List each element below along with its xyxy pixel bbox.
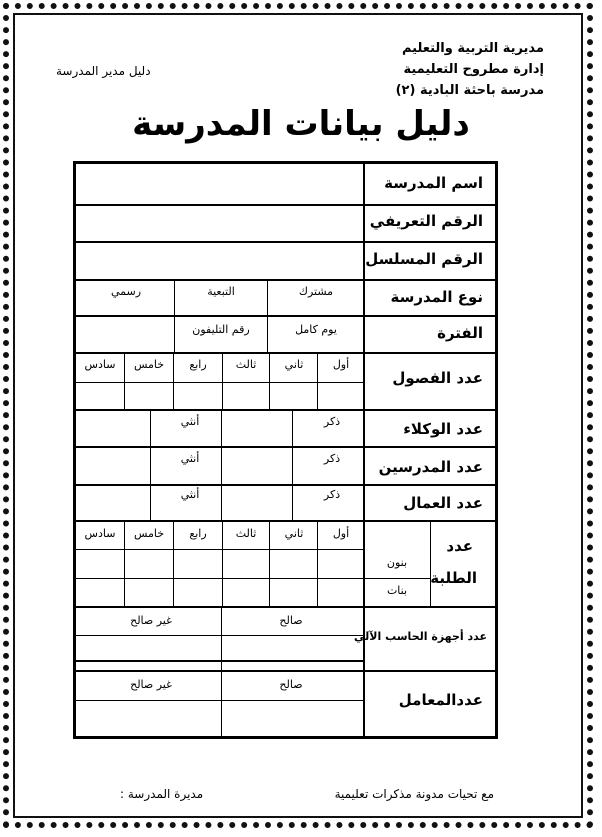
students-boys: بنون — [386, 556, 408, 569]
period-phone-number: رقم التليفون — [192, 323, 250, 336]
teachers-male: ذكر — [323, 452, 341, 465]
student-grade-4: رابع — [189, 527, 207, 540]
computers-good: صالح — [279, 614, 303, 627]
labs-good: صالح — [279, 678, 303, 691]
student-grade-3: ثالث — [235, 527, 257, 540]
footer-principal: مديرة المدرسة : — [120, 787, 204, 801]
labs-bad: غير صالح — [130, 678, 172, 691]
period-full-day: يوم كامل — [295, 323, 337, 336]
type-shared: مشترك — [298, 285, 334, 298]
class-grade-1: أول — [332, 358, 350, 371]
page-title: دليل بيانات المدرسة — [132, 104, 470, 144]
class-grade-4: رابع — [189, 358, 207, 371]
type-official: رسمي — [110, 285, 142, 298]
label-school-name: اسم المدرسة — [384, 174, 483, 192]
label-students-count-1: عدد — [446, 537, 473, 555]
label-deputies-count: عدد الوكلاء — [403, 420, 483, 438]
footer-credit: مع تحيات مدونة مذكرات تعليمية — [334, 787, 494, 801]
label-labs-count: عددالمعامل — [398, 691, 483, 709]
student-grade-1: أول — [332, 527, 350, 540]
workers-female: أنثي — [180, 488, 200, 501]
student-grade-6: سادس — [84, 527, 116, 540]
workers-male: ذكر — [323, 488, 341, 501]
class-grade-5: خامس — [133, 358, 165, 371]
label-id-number: الرقم التعريفي — [369, 212, 483, 230]
label-teachers-count: عدد المدرسين — [378, 458, 483, 476]
type-affiliation: التبعية — [207, 285, 235, 298]
student-grade-2: ثاني — [284, 527, 304, 540]
label-period: الفترة — [437, 324, 483, 342]
students-girls: بنات — [386, 584, 408, 597]
class-grade-6: سادس — [84, 358, 116, 371]
deputies-male: ذكر — [323, 415, 341, 428]
class-grade-2: ثاني — [284, 358, 304, 371]
class-grade-3: ثالث — [235, 358, 257, 371]
label-serial-number: الرقم المسلسل — [365, 250, 483, 268]
label-classes-count: عدد الفصول — [392, 369, 483, 387]
teachers-female: أنثي — [180, 452, 200, 465]
header-administration: إدارة مطروح التعليمية — [403, 62, 544, 77]
deputies-female: أنثي — [180, 415, 200, 428]
label-school-type: نوع المدرسة — [390, 288, 483, 306]
school-data-form — [73, 161, 498, 739]
student-grade-5: خامس — [133, 527, 165, 540]
label-workers-count: عدد العمال — [403, 494, 483, 512]
header-guide-note: دليل مدير المدرسة — [56, 64, 151, 78]
header-block — [396, 38, 544, 101]
header-directorate: مديرية التربية والتعليم — [401, 41, 544, 56]
computers-bad: غير صالح — [130, 614, 172, 627]
header-school: مدرسة باحثة البادية (٢) — [395, 83, 544, 98]
label-students-count-2: الطلبة — [430, 569, 477, 587]
label-computers-count: عدد أجهزة الحاسب الآلي — [354, 630, 487, 643]
